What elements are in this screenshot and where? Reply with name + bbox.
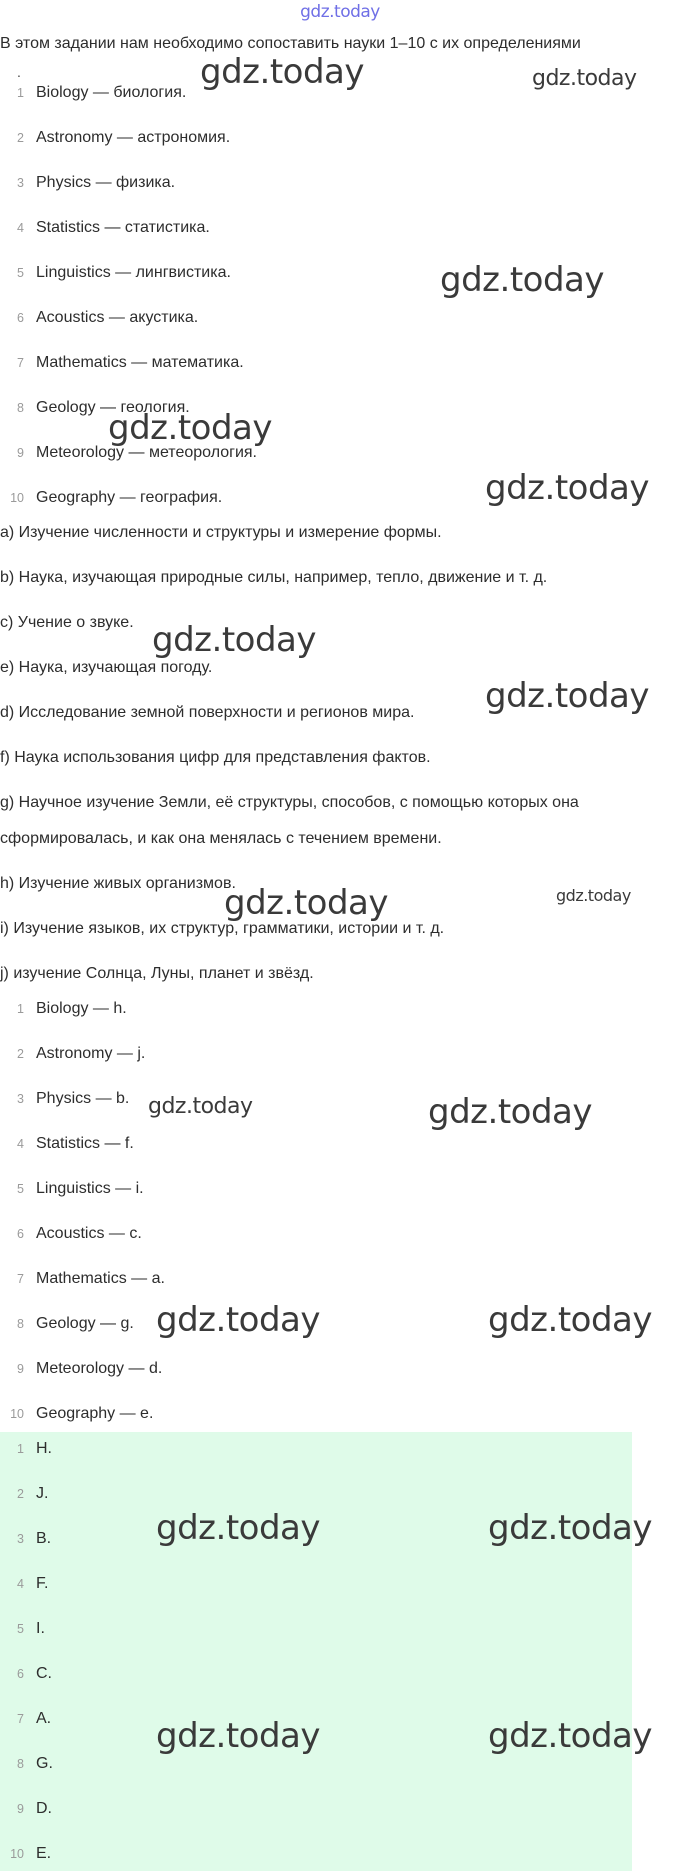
list-item: 9 Meteorology — d. xyxy=(17,1360,163,1377)
list-item: 10 E. xyxy=(10,1845,52,1862)
list-item: 7 Mathematics — математика. xyxy=(17,354,244,371)
definition-item: g) Научное изучение Земли, её структуры, способов, с помощью которых она xyxy=(0,794,579,811)
list-item: 2 Astronomy — j. xyxy=(17,1045,146,1062)
list-item: 10 Geography — география. xyxy=(10,489,223,506)
list-item: 5 Linguistics — i. xyxy=(17,1180,144,1197)
definition-item: d) Исследование земной поверхности и регионов мира. xyxy=(0,704,415,721)
definition-item: i) Изучение языков, их структур, грамматики, истории и т. д. xyxy=(0,920,445,937)
list-item: 9 Meteorology — метеорология. xyxy=(17,444,257,461)
list-item: 4 Statistics — статистика. xyxy=(17,219,210,236)
list-item: 4 F. xyxy=(17,1575,49,1592)
watermark: gdz.today xyxy=(532,66,637,91)
list-item: 7 A. xyxy=(17,1710,52,1727)
watermark: gdz.today xyxy=(485,468,649,508)
list-item: 6 Acoustics — акустика. xyxy=(17,309,199,326)
watermark: gdz.today xyxy=(488,1716,652,1756)
list-item: 5 Linguistics — лингвистика. xyxy=(17,264,231,281)
watermark: gdz.today xyxy=(152,620,316,660)
watermark: gdz.today xyxy=(156,1508,320,1548)
definition-item: a) Изучение численности и структуры и измерение формы. xyxy=(0,524,442,541)
list-item: 3 Physics — b. xyxy=(17,1090,130,1107)
definition-item-continued: сформировалась, и как она менялась с течением времени. xyxy=(0,830,442,847)
list-item: 4 Statistics — f. xyxy=(17,1135,134,1152)
list-item: 3 Physics — физика. xyxy=(17,174,176,191)
list-item: 1 H. xyxy=(17,1440,52,1457)
list-item: 2 Astronomy — астрономия. xyxy=(17,129,231,146)
definition-item: e) Наука, изучающая погоду. xyxy=(0,659,213,676)
list-item: 3 B. xyxy=(17,1530,52,1547)
watermark: gdz.today xyxy=(488,1300,652,1340)
definition-item: b) Наука, изучающая природные силы, например, тепло, движение и т. д. xyxy=(0,569,548,586)
watermark: gdz.today xyxy=(440,260,604,300)
watermark: gdz.today xyxy=(108,408,272,448)
list-item: 2 J. xyxy=(17,1485,49,1502)
definition-item: c) Учение о звуке. xyxy=(0,614,134,631)
site-logo[interactable]: gdz.today xyxy=(300,2,380,22)
definition-item: j) изучение Солнца, Луны, планет и звёзд. xyxy=(0,965,314,982)
list-item: 10 Geography — e. xyxy=(10,1405,154,1422)
list-item: 6 C. xyxy=(17,1665,52,1682)
definition-item: h) Изучение живых организмов. xyxy=(0,875,236,892)
list-item: 8 G. xyxy=(17,1755,53,1772)
watermark: gdz.today xyxy=(156,1300,320,1340)
watermark: gdz.today xyxy=(488,1508,652,1548)
intro-text: В этом задании нам необходимо сопоставить науки 1–10 с их определениями xyxy=(0,35,581,52)
watermark: gdz.today xyxy=(156,1716,320,1756)
watermark: gdz.today xyxy=(148,1094,253,1119)
watermark: gdz.today xyxy=(485,676,649,716)
watermark: gdz.today xyxy=(428,1092,592,1132)
intro-dot: . xyxy=(17,64,21,80)
list-item: 8 Geology — геология. xyxy=(17,399,190,416)
list-item: 8 Geology — g. xyxy=(17,1315,134,1332)
list-item: 9 D. xyxy=(17,1800,52,1817)
watermark: gdz.today xyxy=(200,52,364,92)
list-item: 1 Biology — h. xyxy=(17,1000,127,1017)
list-item: 5 I. xyxy=(17,1620,45,1637)
list-item: 7 Mathematics — a. xyxy=(17,1270,165,1287)
watermark: gdz.today xyxy=(556,886,631,905)
definition-item: f) Наука использования цифр для представления фактов. xyxy=(0,749,431,766)
list-item: 6 Acoustics — c. xyxy=(17,1225,142,1242)
watermark: gdz.today xyxy=(224,883,388,923)
list-item: 1 Biology — биология. xyxy=(17,84,187,101)
